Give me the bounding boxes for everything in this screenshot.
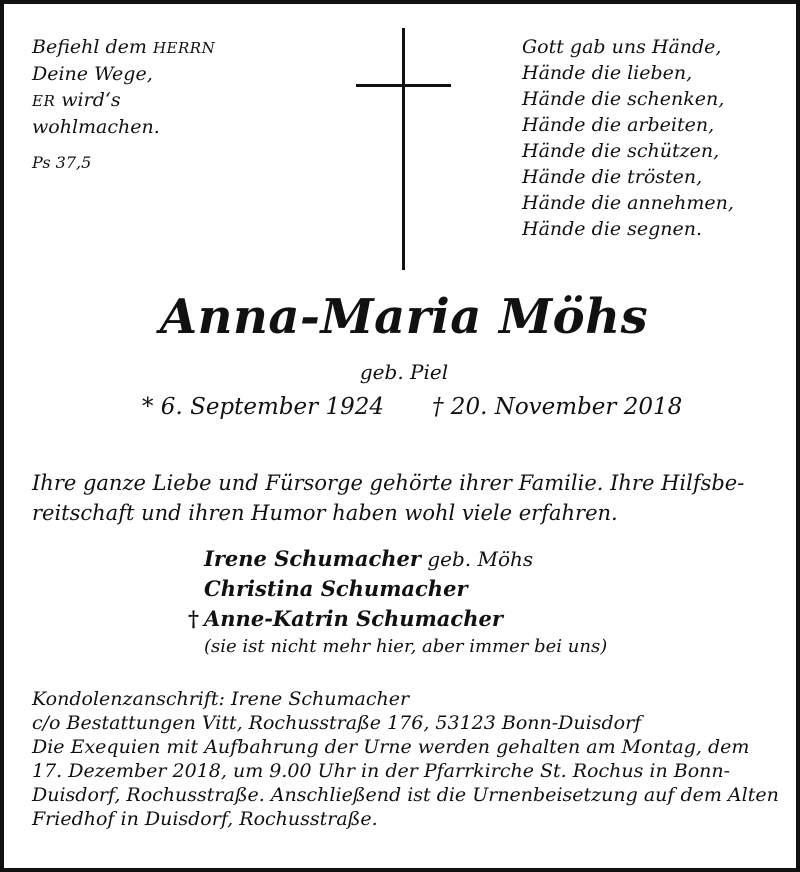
tribute-text — [32, 468, 772, 528]
birth-date: * 6. September 1924 — [142, 394, 384, 420]
tribute-line: reitschaft und ihren Humor haben wohl viele erfahren. — [32, 501, 618, 525]
poem — [522, 34, 752, 242]
poem-line: Hände die arbeiten, — [522, 114, 715, 136]
poem-line: Hände die schützen, — [522, 140, 720, 162]
death-date: † 20. November 2018 — [432, 394, 683, 420]
verse-reference: Ps 37,5 — [32, 153, 92, 172]
cross-icon — [356, 28, 451, 270]
mourner-deceased: † Anne-Katrin Schumacher — [204, 604, 607, 634]
poem-line: Hände die annehmen, — [522, 192, 734, 214]
small-caps-word: ER — [32, 92, 56, 110]
service-info: Duisdorf, Rochusstraße. Anschließend ist die Urnenbeisetzung auf dem Alten — [32, 784, 779, 806]
poem-line: Gott gab uns Hände, — [522, 36, 722, 58]
mourner: Christina Schumacher — [204, 576, 468, 601]
verse-line: Deine Wege, — [32, 63, 153, 85]
deceased-name: Anna-Maria Möhs — [159, 289, 649, 345]
verse-line: ER wird‘s — [32, 89, 121, 111]
dagger-icon: † — [188, 606, 199, 631]
poem-line: Hände die lieben, — [522, 62, 693, 84]
mourner: Irene Schumacher geb. Möhs — [204, 546, 534, 571]
service-info: 17. Dezember 2018, um 9.00 Uhr in der Pfarrkirche St. Rochus in Bonn- — [32, 760, 731, 782]
condolence-info — [32, 687, 784, 831]
poem-line: Hände die segnen. — [522, 218, 703, 240]
condolence-address: c/o Bestattungen Vitt, Rochusstraße 176, 53123 Bonn-Duisdorf — [32, 712, 642, 734]
small-caps-word: HERRN — [152, 39, 216, 57]
service-info: Die Exequien mit Aufbahrung der Urne werden gehalten am Montag, dem — [32, 736, 750, 758]
service-info: Friedhof in Duisdorf, Rochusstraße. — [32, 808, 378, 830]
verse-line: wohlmachen. — [32, 116, 160, 138]
tribute-line: Ihre ganze Liebe und Fürsorge gehörte ihrer Familie. Ihre Hilfsbe- — [32, 471, 745, 495]
bible-verse — [32, 34, 215, 176]
maiden-name: geb. Piel — [359, 360, 449, 384]
mourners-list — [188, 544, 608, 660]
poem-line: Hände die schenken, — [522, 88, 725, 110]
poem-line: Hände die trösten, — [522, 166, 703, 188]
verse-line: Befiehl dem HERRN — [32, 36, 216, 58]
condolence-address: Kondolenzanschrift: Irene Schumacher — [32, 688, 410, 710]
mourner-note: (sie ist nicht mehr hier, aber immer bei uns) — [204, 636, 608, 657]
